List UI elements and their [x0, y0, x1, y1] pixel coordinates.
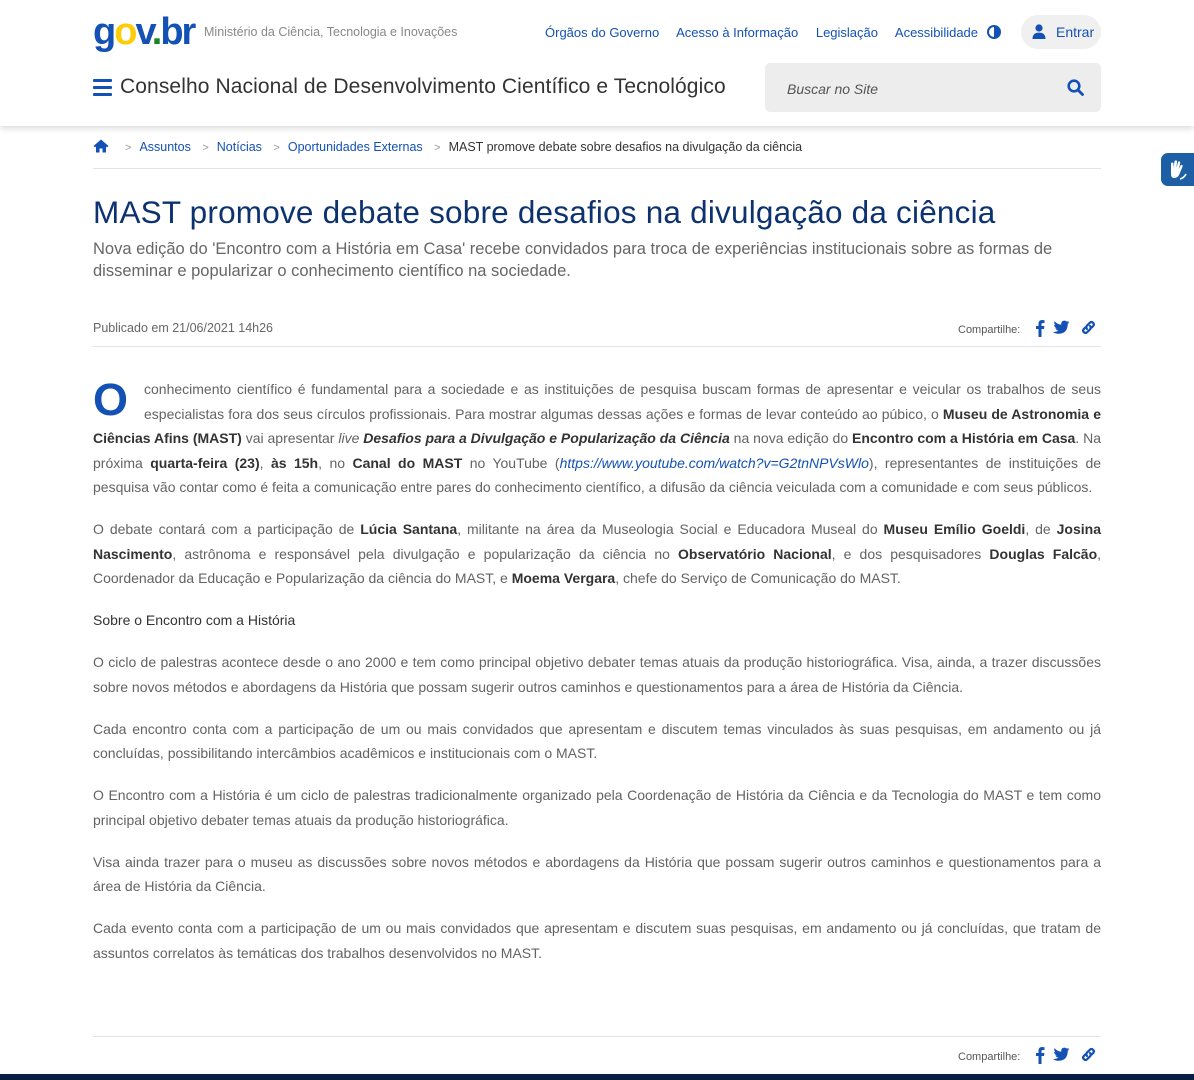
search-icon[interactable] [1067, 79, 1084, 96]
org-title[interactable]: Conselho Nacional de Desenvolvimento Científico e Tecnológico [120, 75, 726, 98]
article-paragraph-3: O ciclo de palestras acontece desde o ano 2000 e tem como principal objetivo debater temas atuais da produção historiográfica. Visa, ainda, a trazer discussões sobre novos métodos e abordagens da História que possam sugerir outros caminhos e questionamentos para a área de História da Ciência. [93, 654, 1101, 695]
breadcrumb-separator: > [434, 142, 441, 154]
link-acesso-informacao[interactable]: Acesso à Informação [676, 25, 799, 40]
divider [93, 346, 1101, 347]
user-icon [1032, 24, 1046, 40]
footer-bar [0, 1074, 1194, 1080]
contrast-icon[interactable] [987, 25, 1001, 39]
logo-br: br [160, 11, 195, 53]
search-box [765, 63, 1101, 112]
article-subtitle: Nova edição do 'Encontro com a História em Casa' recebe convidados para troca de experiências institucionais sobre as formas de disseminar e popularizar o conhecimento científico na sociedade. [93, 240, 1053, 280]
article-paragraph-5: O Encontro com a História é um ciclo de palestras tradicionalmente organizado pela Coordenação de História da Ciência e da Tecnologia do MAST e tem como principal objetivo debater temas atuais da produção historiográfica. [93, 787, 1101, 828]
breadcrumb-noticias[interactable]: Notícias [216, 140, 262, 154]
youtube-link[interactable]: https://www.youtube.com/watch?v=G2tnNPVsWlo [559, 454, 869, 471]
top-links [545, 25, 992, 40]
menu-icon[interactable] [93, 79, 112, 95]
breadcrumb-items [117, 140, 802, 154]
login-label: Entrar [1056, 24, 1095, 40]
article-paragraph-4: Cada encontro conta com a participação de um ou mais convidados que apresentam e discutem temas vinculados às suas pesquisas, em andamento ou já concluídas, possibilitando intercâmbios acadêmicos e institucionais com o MAST. [93, 720, 1101, 761]
logo-g: g [93, 11, 115, 53]
share-label: Compartilhe: [958, 1051, 1021, 1063]
article-paragraph-1: O conhecimento científico é fundamental para a sociedade e as instituições de pesquisa buscam formas de apresentar e veicular os trabalhos de seus especialistas fora dos seus círculos profissionais. Para mostrar algumas dessas ações e formas de levar conteúdo ao púbico, o Museu de Astronomia e Ciências Afins (MAST) vai apresentar live Desafios para a Divulgação e Popularização da Ciência na nova edição do Encontro com a História em Casa. Na próxima quarta-feira (23), às 15h, no Canal do MAST no YouTube (https://www.youtube.com/watch?v=G2tnNPVsWlo), representantes de instituições de pesquisa vão contar como é feita a comunicação entre pares do conhecimento científico, a difusão da ciência veiculada com a comunidade e com seus públicos. [93, 374, 1102, 495]
article-paragraph-2: O debate contará com a participação de Lúcia Santana, militante na área da Museologia Social e Educadora Museal do Museu Emílio Goeldi, de Josina Nascimento, astrônoma e responsável pela divulgação e popularização da ciência no Observatório Nacional, e dos pesquisadores Douglas Falcão, Coordenador da Educação e Popularização da ciência do MAST, e Moema Vergara, chefe do Serviço de Comunicação do MAST. [93, 521, 1102, 586]
link-legislacao[interactable]: Legislação [815, 25, 878, 40]
breadcrumb-separator: > [202, 142, 209, 154]
divider [93, 168, 1101, 169]
logo-o: o [114, 11, 136, 53]
copy-link-icon[interactable] [1080, 1046, 1097, 1063]
published-date: Publicado em 21/06/2021 14h26 [93, 321, 274, 335]
article-title: MAST promove debate sobre desafios na divulgação da ciência [93, 194, 996, 230]
breadcrumb-assuntos[interactable]: Assuntos [139, 140, 191, 154]
divider [93, 1036, 1101, 1037]
login-button[interactable] [1021, 15, 1101, 49]
breadcrumb-current: MAST promove debate sobre desafios na divulgação da ciência [448, 140, 803, 154]
share-label: Compartilhe: [958, 324, 1021, 336]
twitter-icon[interactable] [1053, 320, 1070, 335]
facebook-icon[interactable] [1035, 1046, 1045, 1064]
search-input[interactable] [785, 76, 1049, 102]
link-acessibilidade[interactable]: Acessibilidade [894, 25, 979, 40]
twitter-icon[interactable] [1053, 1047, 1070, 1062]
vlibras-widget[interactable] [1161, 153, 1194, 186]
site-header [0, 0, 1194, 126]
article-paragraph-7: Cada evento conta com a participação de um ou mais convidados que apresentam e discutem suas pesquisas, em andamento ou já concluídas, que tratam de assuntos correlatos às temáticas dos trabalhos desenvolvidos no MAST. [93, 920, 1101, 961]
ministry-name: Ministério da Ciência, Tecnologia e Inovações [204, 25, 458, 39]
article-body [93, 374, 1102, 983]
breadcrumb-separator: > [125, 142, 132, 154]
breadcrumb-oportunidades[interactable]: Oportunidades Externas [287, 140, 423, 154]
home-icon[interactable] [93, 139, 109, 153]
dropcap: O [93, 374, 129, 425]
logo-dot: . [151, 11, 161, 53]
breadcrumb-separator: > [273, 142, 280, 154]
copy-link-icon[interactable] [1080, 319, 1097, 336]
logo-v: v [135, 11, 152, 53]
section-heading: Sobre o Encontro com a História [93, 612, 296, 628]
facebook-icon[interactable] [1035, 319, 1045, 337]
govbr-logo[interactable] [93, 12, 194, 52]
sign-language-icon [1167, 159, 1189, 181]
link-orgaos-governo[interactable]: Órgãos do Governo [545, 25, 660, 40]
article-paragraph-6: Visa ainda trazer para o museu as discussões sobre novos métodos e abordagens da História que possam sugerir outros caminhos e questionamentos para a área de História da Ciência. [93, 853, 1101, 894]
